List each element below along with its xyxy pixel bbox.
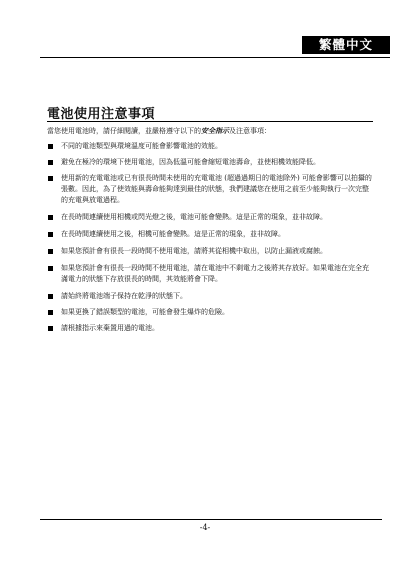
- list-item-text: 如果更換了錯誤類型的電池，可能會發生爆炸的危險。: [61, 308, 229, 316]
- list-item: [47, 212, 374, 223]
- footer-divider: [40, 519, 382, 520]
- intro-emphasis: 安全指示: [201, 126, 229, 135]
- bullet-square-icon: [48, 215, 53, 220]
- intro-paragraph: [47, 126, 374, 136]
- intro-text-before: 當您使用電池時，請仔細閱讀，並嚴格遵守以下的: [47, 127, 201, 135]
- bullet-square-icon: [48, 266, 53, 271]
- list-item-text: 如果您預計會有很長一段時間不使用電池，請將其從相機中取出，以防止漏液或腐蝕。: [61, 247, 327, 255]
- bullet-square-icon: [48, 249, 53, 254]
- bullet-square-icon: [48, 232, 53, 237]
- page-number: -4-: [199, 523, 211, 532]
- list-item: [47, 229, 374, 240]
- bullet-square-icon: [48, 144, 53, 149]
- list-item: [47, 246, 374, 257]
- list-item: [47, 157, 374, 168]
- list-item-text: 在長時間連續使用相機或閃光燈之後，電池可能會變熱。這是正常的現象，並非故障。: [61, 213, 327, 221]
- title-divider: [47, 121, 373, 122]
- list-item: [47, 263, 374, 285]
- list-item: [47, 291, 374, 302]
- bullet-square-icon: [48, 176, 53, 181]
- precautions-list: [47, 141, 374, 334]
- list-item-text: 使用新的充電電池或已有很長時間未使用的充電電池 (超過過期日的電池除外) 可能會影響可以拍攝的張數。因此，為了使效能與壽命能夠達到最佳的狀態，我們建議您在使用之前至少能夠執行一次完整的充電與放電過程。: [61, 174, 372, 204]
- section-title: 電池使用注意事項: [47, 107, 156, 122]
- bullet-square-icon: [48, 294, 53, 299]
- list-item-text: 不同的電池類型與環境溫度可能會影響電池的效能。: [61, 142, 222, 150]
- bullet-square-icon: [48, 326, 53, 331]
- list-item-text: 避免在極冷的環境下使用電池，因為低溫可能會縮短電池壽命，並使相機效能降低。: [61, 158, 320, 166]
- language-tab: 繁體中文: [302, 36, 390, 54]
- list-item: [47, 307, 374, 318]
- header-divider: [40, 57, 390, 58]
- list-item: [47, 141, 374, 152]
- list-item: [47, 323, 374, 334]
- list-item-text: 在長時間連續使用之後，相機可能會變熱。這是正常的現象，並非故障。: [61, 230, 285, 238]
- list-item-text: 請根據指示來棄置用過的電池。: [61, 324, 159, 332]
- list-item-text: 如果您預計會有很長一段時間不使用電池，請在電池中不剩電力之後將其存放好。如果電池在完全充滿電力的狀態下存放很長的時間，其效能將會下降。: [61, 264, 369, 283]
- list-item-text: 請始終將電池端子保持在乾淨的狀態下。: [61, 292, 187, 300]
- list-item: [47, 173, 374, 206]
- intro-text-after: 及注意事項：: [229, 127, 271, 135]
- bullet-square-icon: [48, 310, 53, 315]
- bullet-square-icon: [48, 160, 53, 165]
